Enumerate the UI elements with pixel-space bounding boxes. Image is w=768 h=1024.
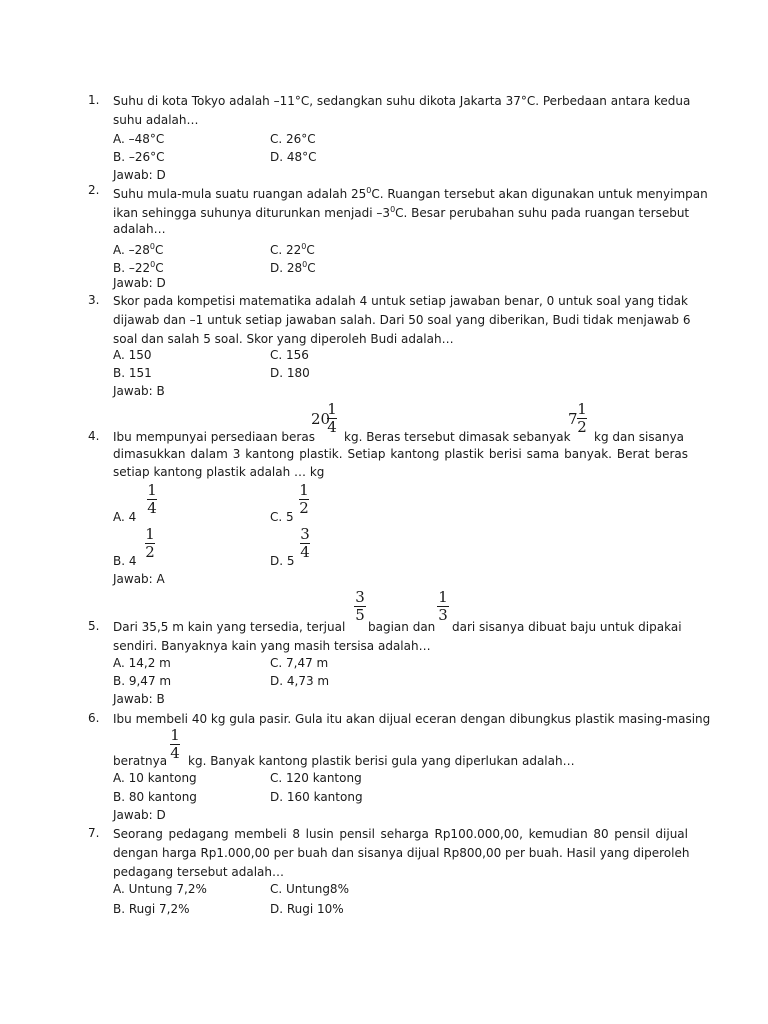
fraction: 3 4 [300,525,310,561]
fraction: 3 5 [355,588,365,624]
mixed-number-whole: 7 [568,410,578,428]
question-7 [88,825,688,925]
question-number: 5. [88,619,100,633]
question-number: 2. [88,183,100,197]
answer: Jawab: A [113,572,165,586]
option-d: D. 48°C [270,150,317,164]
option-b: B. 9,47 m [113,674,172,688]
fraction: 1 2 [145,525,155,561]
question-5 [88,588,688,708]
question-text: setiap kantong plastik adalah … kg [113,465,325,479]
option-a: A. 150 [113,348,152,362]
option-b: B. 151 [113,366,152,380]
question-text: Suhu di kota Tokyo adalah –11°C, sedangkan suhu dikota Jakarta 37°C. Perbedaan antara kedua [113,94,691,108]
question-text: kg. Banyak kantong plastik berisi gula yang diperlukan adalah… [188,754,575,768]
question-number: 7. [88,826,100,840]
option-d: D. 160 kantong [270,790,363,804]
question-text: kg dan sisanya [594,430,685,444]
question-6 [88,710,711,826]
question-text: dengan harga Rp1.000,00 per buah dan sisanya dijual Rp800,00 per buah. Hasil yang diperoleh [113,846,690,860]
option-c: C. 156 [270,348,309,362]
question-text: bagian dan [368,620,436,634]
question-text: dimasukkan dalam 3 kantong plastik. Setiap kantong plastik berisi sama banyak. Berat beras [113,447,688,461]
answer: Jawab: B [113,384,165,398]
question-number: 6. [88,711,100,725]
option-c: C. 7,47 m [270,656,329,670]
fraction: 1 3 [438,588,448,624]
option-a: A. 14,2 m [113,656,171,670]
option-b: B. $-22^0C$ [113,260,164,275]
option-a: A. 10 kantong [113,771,197,785]
question-4 [88,400,688,590]
option-c: C. Untung8% [270,882,349,896]
option-b: B. 80 kantong [113,790,197,804]
option-b: B. Rugi 7,2% [113,902,190,916]
option-a: A. Untung 7,2% [113,882,207,896]
mixed-number-whole: 20 [311,410,331,428]
question-text: Ibu membeli 40 kg gula pasir. Gula itu akan dijual eceran dengan dibungkus plastik masing-masing [113,712,711,726]
question-text: dijawab dan –1 untuk setiap jawaban salah. Dari 50 soal yang diberikan, Budi tidak menjawab 6 [113,313,691,327]
fraction: 1 2 [577,400,587,436]
question-number: 3. [88,293,100,307]
option-c: C. 26°C [270,132,316,146]
option-a: A. –48°C [113,132,165,146]
answer: Jawab: B [113,692,165,706]
option-c: C. $22^0C$ [270,242,315,257]
question-text: Ibu mempunyai persediaan beras [113,430,315,444]
answer: Jawab: D [113,168,166,182]
question-text: Suhu mula-mula suatu ruangan adalah $25^0C$. Ruangan tersebut akan digunakan untuk menyimpan [113,186,708,201]
question-text: Seorang pedagang membeli 8 lusin pensil seharga Rp100.000,00, kemudian 80 pensil dijual [113,827,688,841]
fraction: 1 4 [170,726,180,762]
question-1 [88,92,691,182]
fraction: 1 4 [147,481,157,517]
question-text: kg. Beras tersebut dimasak sebanyak [344,430,571,444]
question-text: sendiri. Banyaknya kain yang masih tersisa adalah… [113,639,431,653]
question-text: Skor pada kompetisi matematika adalah 4 untuk setiap jawaban benar, 0 untuk soal yang tidak [113,294,688,308]
fraction: 1 2 [299,481,309,517]
option-d: D. 4,73 m [270,674,330,688]
question-number: 1. [88,93,100,107]
question-2 [88,182,708,292]
question-text: adalah… [113,222,166,236]
option-b: B. –26°C [113,150,165,164]
option-d: D. $28^0C$ [270,260,316,275]
answer: Jawab: D [113,808,166,822]
question-text: beratnya [113,754,168,768]
option-a: A. $-28^0C$ [113,242,164,257]
option-c: C. 5 [270,510,294,524]
question-text: suhu adalah… [113,113,199,127]
question-text: Dari 35,5 m kain yang tersedia, terjual [113,620,346,634]
option-d: D. 5 [270,554,295,568]
question-text: pedagang tersebut adalah… [113,865,284,879]
question-number: 4. [88,429,100,443]
question-text: dari sisanya dibuat baju untuk dipakai [452,620,682,634]
option-d: D. 180 [270,366,310,380]
option-d: D. Rugi 10% [270,902,344,916]
fraction: 1 4 [327,400,337,436]
option-a: A. 4 [113,510,137,524]
option-c: C. 120 kantong [270,771,362,785]
option-b: B. 4 [113,554,137,568]
question-text: ikan sehingga suhunya diturunkan menjadi $-3^0C$. Besar perubahan suhu pada ruangan tersebut [113,205,690,220]
answer: Jawab: D [113,276,166,290]
question-3 [88,292,691,402]
question-text: soal dan salah 5 soal. Skor yang diperoleh Budi adalah… [113,332,454,346]
